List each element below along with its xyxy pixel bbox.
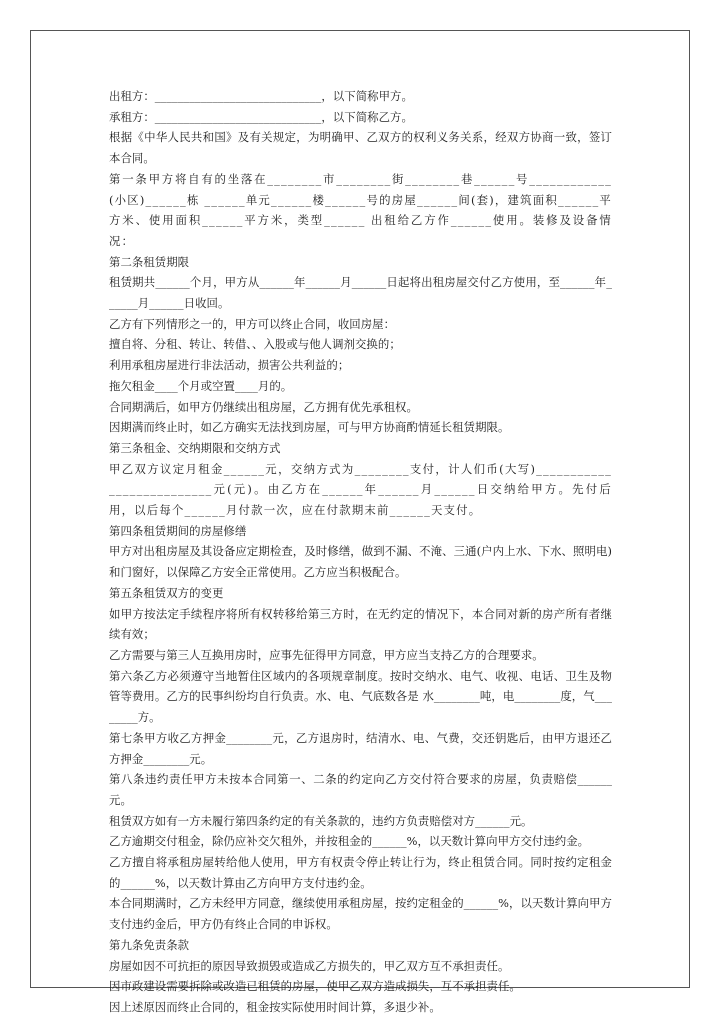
article-3-heading: 第三条租金、交纳期限和交纳方式	[109, 440, 281, 455]
lessee-line: 承租方：_____________________________，以下简称乙方。	[109, 109, 413, 124]
ownership-transfer-paragraph: 如甲方按法定手续程序将所有权转移给第三方时，在无约定的情况下，本合同对新的房产所有者继续有效；	[109, 606, 612, 642]
article-1-paragraph: 第一条甲方将自有的坐落在________市________街________巷______号____________(小区)______栋 ______单元______楼______号的房屋______间(套)，建筑面积______平方米、使用面积______平方米，类型______ 出租给乙方作______使用。装修及设备情况：	[109, 171, 612, 248]
lessor-line: 出租方：_____________________________，以下简称甲方。	[109, 89, 413, 103]
refund-paragraph: 因上述原因而终止合同的，租金按实际使用时间计算，多退少补。	[109, 999, 441, 1014]
article-9-heading: 第九条免责条款	[109, 937, 190, 952]
article-8-paragraph: 第八条违约责任甲方未按本合同第一、二条的约定向乙方交付符合要求的房屋，负责赔偿______元。	[109, 772, 612, 807]
repair-paragraph: 甲方对出租房屋及其设备应定期检查，及时修缮，做到不漏、不淹、三通(户内上水、下水、照明电)和门窗好，以保障乙方安全正常使用。乙方应当积极配合。	[109, 544, 612, 580]
article-2-heading: 第二条租赁期限	[109, 254, 190, 269]
article-7-paragraph: 第七条甲方收乙方押金________元，乙方退房时，结清水、电、气费，交还钥匙后，由甲方退还乙方押金________元。	[109, 730, 612, 766]
termination-item: 利用承租房屋进行非法活动，损害公共利益的；	[109, 358, 350, 373]
breach-paragraph: 租赁双方如有一方未履行第四条约定的有关条款的，违约方负责赔偿对方______元。	[109, 813, 533, 828]
preamble-paragraph: 根据《中华人民共和国》及有关规定，为明确甲、乙双方的权利义务关系，经双方协商一致，签订本合同。	[109, 130, 612, 166]
article-5-heading: 第五条租赁双方的变更	[109, 585, 224, 600]
extension-paragraph: 因期满而终止时，如乙方确实无法找到房屋，可与甲方协商酌情延长租赁期限。	[109, 420, 510, 435]
article-6-paragraph: 第六条乙方必须遵守当地暂住区域内的各项规章制度。按时交纳水、电气、收视、电话、卫生及物管等费用。乙方的民事纠纷均自行负责。水、电、气底数各是 水________吨，电________度，气________方。	[109, 668, 612, 725]
rent-payment-paragraph: 甲乙双方议定月租金______元，交纳方式为________支付，计人们币(大写)__________________________元(元)。由乙方在______年______月______日交纳给甲方。先付后用，以后每个______月付款一次，应在付款期末前______天支付。	[109, 461, 612, 518]
termination-intro: 乙方有下列情形之一的，甲方可以终止合同，收回房屋：	[109, 316, 396, 331]
exchange-paragraph: 乙方需要与第三人互换用房时，应事先征得甲方同意，甲方应当支持乙方的合理要求。	[109, 647, 544, 662]
demolition-paragraph: 因市政建设需要拆除或改造已租赁的房屋，使甲乙双方造成损失，互不承担责任。	[109, 979, 521, 994]
termination-item: 拖欠租金____个月或空置____月的。	[109, 378, 293, 393]
article-4-heading: 第四条租赁期间的房屋修缮	[109, 523, 247, 538]
termination-item: 擅自将、分租、转让、转借、、入股或与他人调剂交换的；	[109, 337, 401, 352]
force-majeure-paragraph: 房屋如因不可抗拒的原因导致损毁或造成乙方损失的，甲乙双方互不承担责任。	[109, 958, 510, 973]
lease-term-paragraph: 租赁期共______个月，甲方从______年______月______日起将出租房屋交付乙方使用，至______年______月______日收回。	[109, 275, 612, 311]
contract-body	[109, 86, 612, 1018]
late-payment-paragraph: 乙方逾期交付租金，除仍应补交欠租外，并按租金的______%，以天数计算向甲方交付违约金。	[109, 834, 590, 849]
sublet-paragraph: 乙方擅自将承租房屋转给他人使用，甲方有权责令停止转让行为，终止租赁合同。同时按约定租金的______%，以天数计算由乙方向甲方支付违约金。	[109, 855, 612, 890]
renewal-paragraph: 合同期满后，如甲方仍继续出租房屋，乙方拥有优先承租权。	[109, 399, 418, 414]
overstay-paragraph: 本合同期满时，乙方未经甲方同意，继续使用承租房屋，按约定租金的______%，以天数计算向甲方支付违约金后，甲方仍有终止合同的申诉权。	[109, 896, 612, 932]
